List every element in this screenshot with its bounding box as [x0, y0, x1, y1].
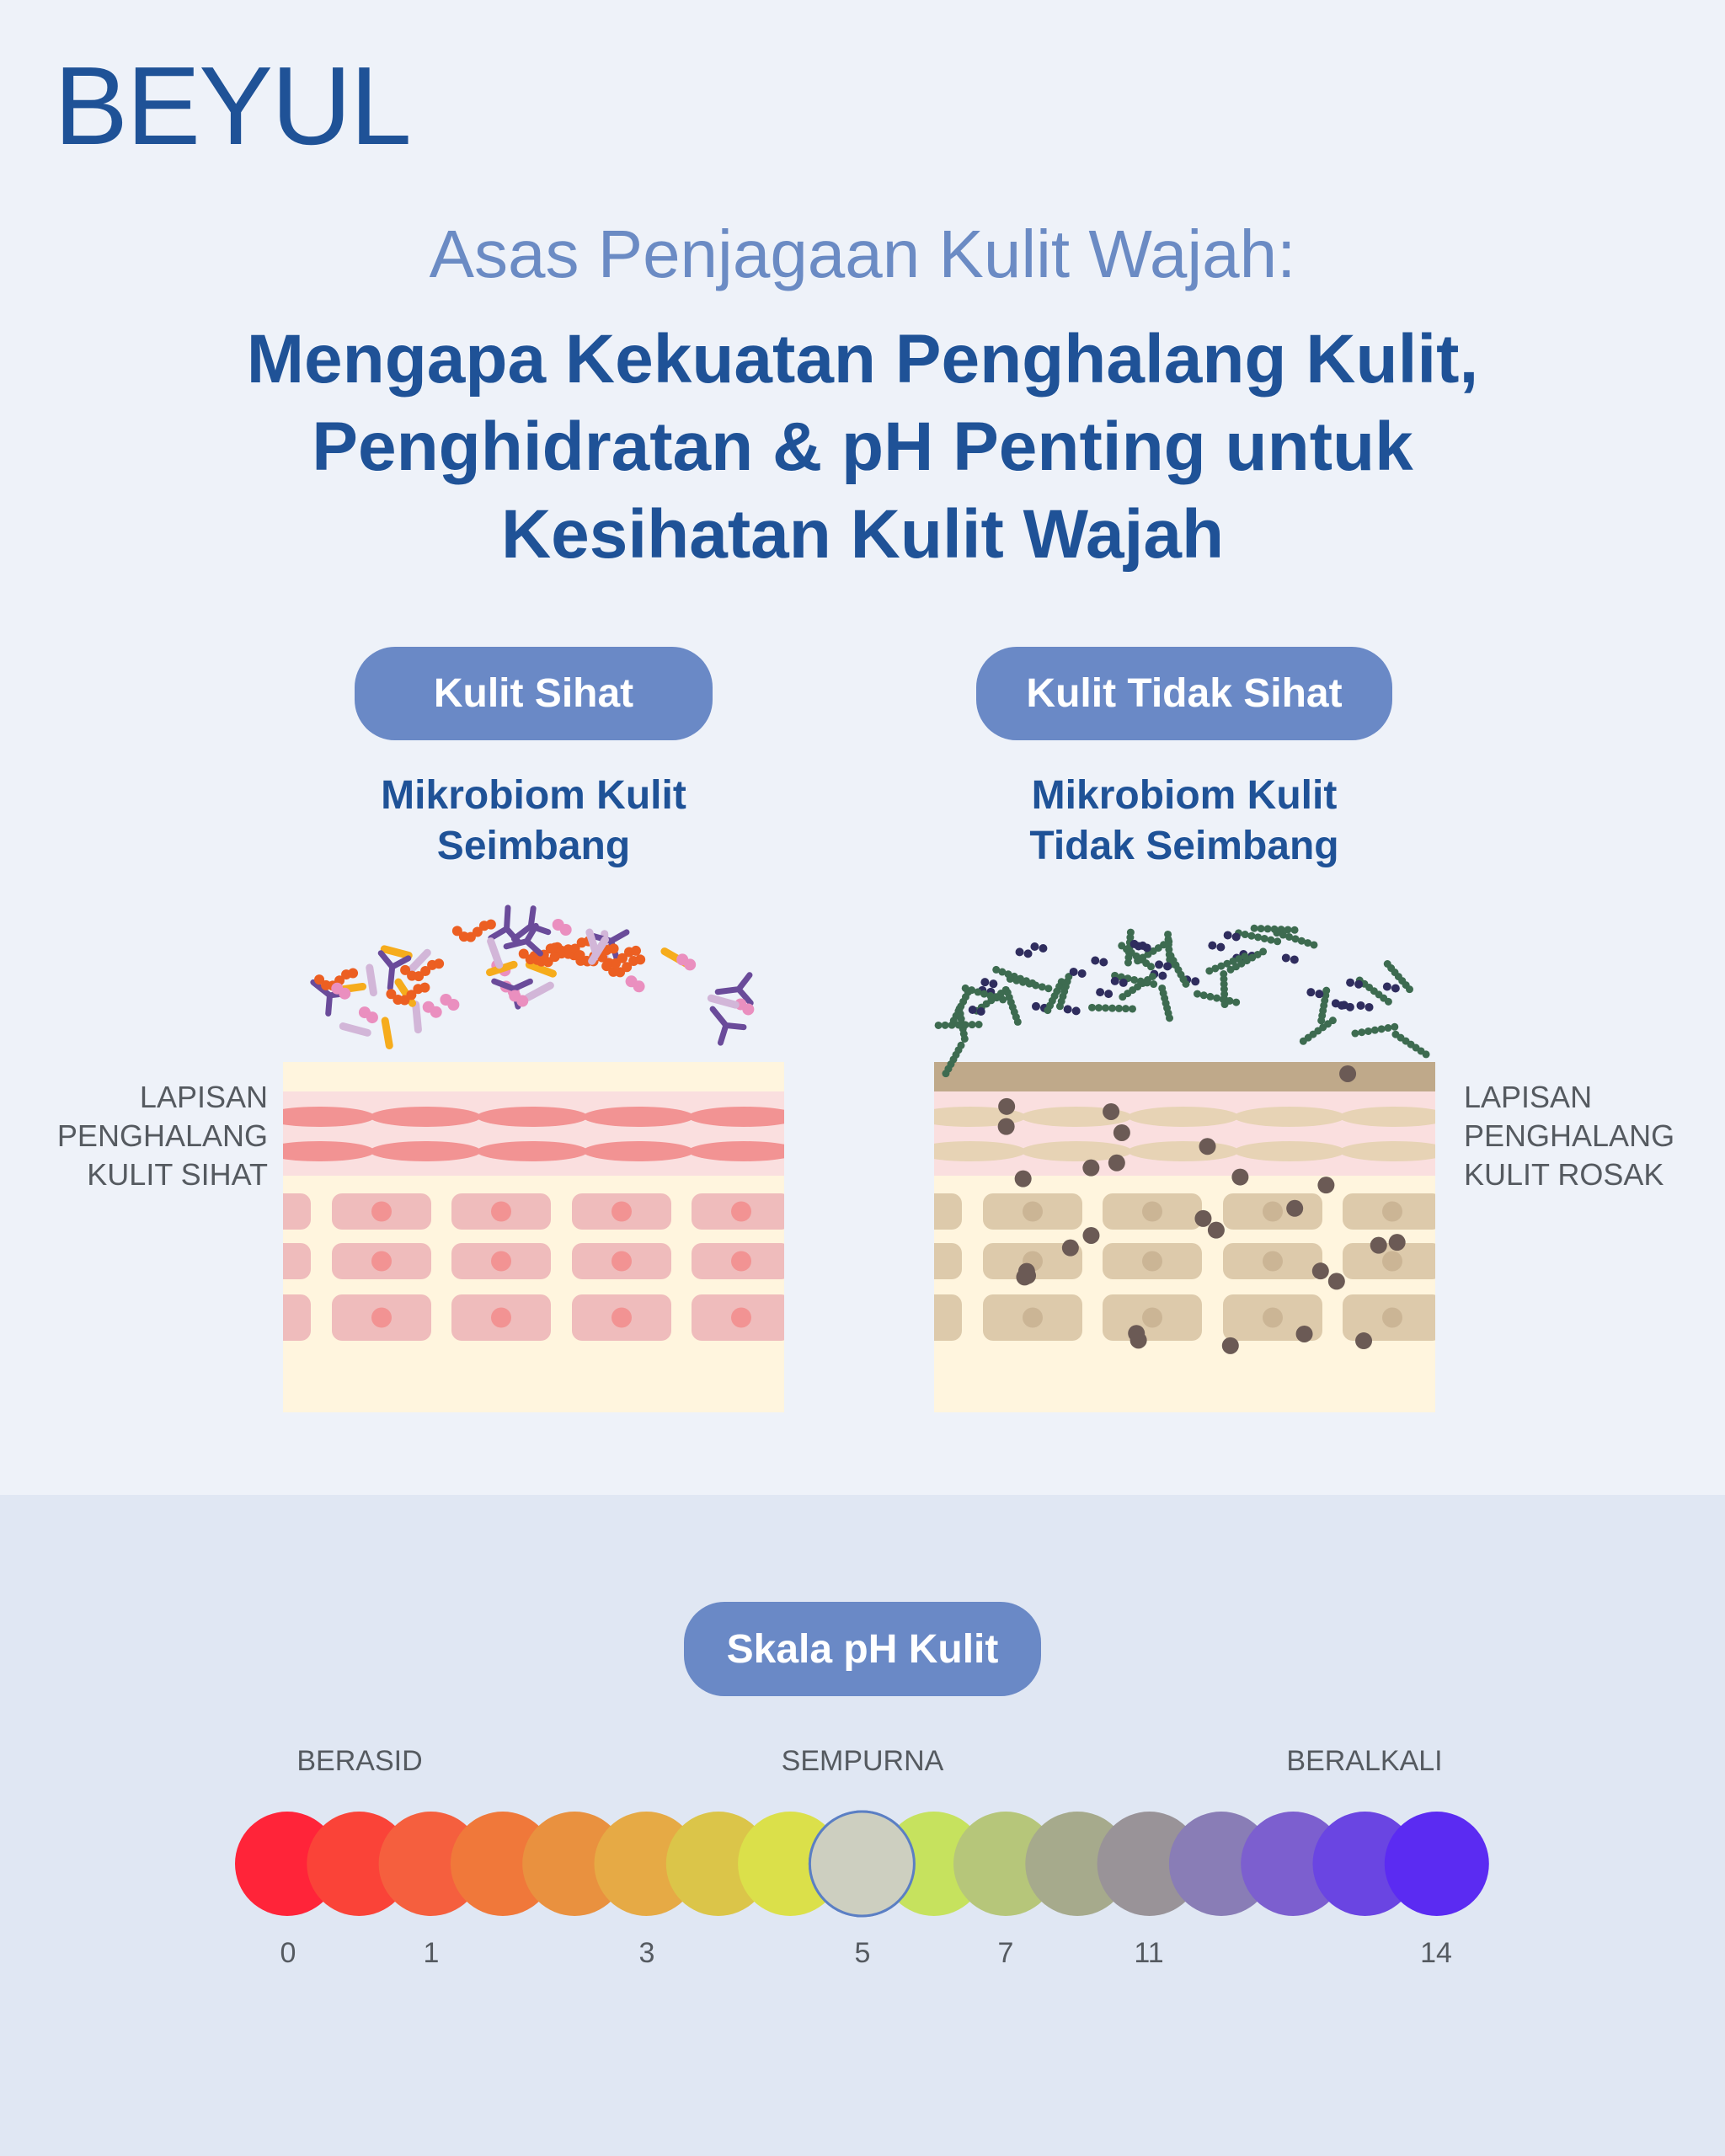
cell-nucleus — [251, 1202, 271, 1222]
chain-bacteria — [1310, 941, 1317, 948]
chain-bacteria — [1200, 991, 1208, 999]
chain-bacteria — [1143, 979, 1151, 986]
diplococcus — [1016, 947, 1024, 956]
skin-cell — [211, 1294, 311, 1341]
skin-cell — [862, 1294, 962, 1341]
ph-circle-selected — [809, 1812, 914, 1916]
diplococcus — [1224, 931, 1232, 939]
coccus-bacteria — [430, 1006, 442, 1018]
diplococcus — [1315, 990, 1323, 998]
lipid-cell — [264, 1107, 375, 1127]
lipid-cell — [1339, 1107, 1450, 1127]
label-line: LAPISAN — [139, 1080, 268, 1114]
cell-nucleus — [1263, 1308, 1283, 1328]
diplococcus — [1383, 983, 1391, 991]
cell-nucleus — [611, 1308, 632, 1328]
chain-bacteria — [1291, 926, 1299, 934]
irritant-particle — [1222, 1337, 1239, 1354]
cell-nucleus — [1382, 1251, 1402, 1272]
diplococcus — [969, 1006, 977, 1014]
label-line: KULIT ROSAK — [1464, 1157, 1664, 1192]
chain-bacteria — [1385, 998, 1392, 1006]
cell-nucleus — [902, 1251, 922, 1272]
rod-bacteria — [416, 1005, 419, 1030]
rod-bacteria — [343, 1027, 367, 1033]
chain-bacteria — [1227, 966, 1235, 974]
chain-bacteria — [348, 968, 358, 978]
chain-bacteria — [1056, 1002, 1064, 1010]
diplococcus — [1290, 955, 1299, 963]
label-line: LAPISAN — [1464, 1080, 1593, 1114]
irritant-particle — [1328, 1273, 1345, 1289]
chain-bacteria — [1019, 979, 1027, 986]
coccus-bacteria — [339, 988, 350, 1000]
lipid-cell — [370, 1107, 481, 1127]
coccus-bacteria — [560, 924, 572, 936]
irritant-particle — [1015, 1171, 1032, 1187]
chain-bacteria — [1095, 1004, 1103, 1011]
ph-circle — [1385, 1812, 1489, 1916]
ph-number: 0 — [280, 1937, 296, 1969]
coccus-bacteria — [447, 999, 459, 1011]
title-line: Mengapa Kekuatan Penghalang Kulit, — [246, 321, 1479, 398]
chain-bacteria — [1130, 976, 1138, 984]
chain-bacteria — [1267, 937, 1274, 944]
chain-bacteria — [635, 954, 645, 964]
top-layer — [934, 1062, 1435, 1091]
chain-bacteria — [1274, 937, 1281, 945]
diplococcus — [1030, 942, 1039, 951]
cell-nucleus — [491, 1251, 511, 1272]
title-line: Penghidratan & pH Penting untuk — [312, 408, 1413, 485]
cell-nucleus — [491, 1202, 511, 1222]
lipid-cell — [688, 1107, 799, 1127]
cell-nucleus — [1023, 1308, 1043, 1328]
lipid-cell — [264, 1141, 375, 1161]
chain-bacteria — [1150, 980, 1157, 988]
lipid-cell — [370, 1141, 481, 1161]
diplococcus — [1119, 979, 1128, 987]
diplococcus — [1158, 972, 1167, 980]
chain-bacteria — [631, 946, 641, 956]
skin-cell — [211, 1193, 311, 1230]
cell-nucleus — [902, 1202, 922, 1222]
ph-number: 5 — [854, 1937, 871, 1969]
lipid-cell — [1234, 1141, 1345, 1161]
irritant-particle — [1389, 1234, 1406, 1251]
chain-bacteria — [1220, 995, 1227, 1003]
skin-cell — [862, 1193, 962, 1230]
rod-bacteria — [711, 998, 735, 1005]
irritant-particle — [1018, 1263, 1035, 1280]
irritant-particle — [998, 1098, 1015, 1115]
lipid-cell — [688, 1141, 799, 1161]
diplococcus — [977, 1007, 985, 1016]
chain-bacteria — [1264, 925, 1272, 932]
label-line: Tidak Seimbang — [1029, 824, 1339, 868]
chain-bacteria — [1194, 990, 1201, 998]
cell-nucleus — [731, 1308, 751, 1328]
lipid-cell — [477, 1107, 588, 1127]
diplococcus — [1130, 940, 1139, 948]
irritant-particle — [1208, 1222, 1225, 1239]
acidic-label: BERASID — [296, 1745, 423, 1777]
diplococcus — [1357, 1001, 1365, 1010]
chain-bacteria — [1122, 1005, 1130, 1012]
ph-number: 14 — [1420, 1937, 1452, 1969]
cell-nucleus — [1382, 1308, 1402, 1328]
irritant-particle — [1296, 1326, 1313, 1342]
irritant-particle — [1114, 1124, 1130, 1141]
diplococcus — [1391, 985, 1400, 993]
irritant-particle — [1194, 1210, 1211, 1227]
diplococcus — [1340, 1001, 1348, 1009]
chain-bacteria — [1012, 977, 1020, 985]
coccus-bacteria — [633, 980, 645, 992]
chain-bacteria — [1384, 1024, 1391, 1032]
rod-bacteria — [491, 942, 499, 965]
diplococcus — [1139, 942, 1147, 950]
diplococcus — [1354, 980, 1363, 989]
chain-bacteria — [1391, 1023, 1398, 1031]
chain-bacteria — [1124, 959, 1132, 967]
diplococcus — [1332, 999, 1340, 1007]
diplococcus — [1064, 1005, 1072, 1013]
diplococcus — [1096, 988, 1104, 996]
lipid-cell — [1234, 1107, 1345, 1127]
diplococcus — [1099, 958, 1108, 966]
lipid-cell — [583, 1107, 694, 1127]
chain-bacteria — [1115, 1005, 1123, 1012]
diplococcus — [1039, 944, 1047, 953]
chain-bacteria — [1358, 1028, 1365, 1036]
chain-bacteria — [1242, 931, 1249, 938]
chain-bacteria — [1147, 963, 1155, 970]
chain-bacteria — [948, 1022, 956, 1029]
diplococcus — [1155, 960, 1163, 969]
barrier-band — [283, 1091, 784, 1176]
chain-bacteria — [1300, 1038, 1307, 1045]
lipid-cell — [915, 1141, 1026, 1161]
label-line: PENGHALANG — [56, 1118, 268, 1153]
healthy-skin-pill: Kulit Sihat — [355, 647, 713, 740]
chain-bacteria — [1137, 978, 1145, 985]
cell-nucleus — [491, 1308, 511, 1328]
subtitle: Asas Penjagaan Kulit Wajah: — [429, 216, 1296, 291]
chain-bacteria — [1014, 1018, 1022, 1026]
irritant-particle — [1286, 1200, 1303, 1217]
irritant-particle — [1317, 1177, 1334, 1193]
diplococcus — [1365, 1003, 1374, 1011]
cell-nucleus — [1263, 1251, 1283, 1272]
cell-nucleus — [371, 1251, 392, 1272]
perfect-label: SEMPURNA — [781, 1745, 944, 1777]
cell-nucleus — [1382, 1202, 1402, 1222]
cell-nucleus — [731, 1251, 751, 1272]
label-line: Seimbang — [436, 824, 631, 868]
rod-bacteria — [384, 949, 409, 956]
cell-nucleus — [371, 1202, 392, 1222]
skin-cell — [862, 1243, 962, 1279]
cell-nucleus — [251, 1251, 271, 1272]
irritant-particle — [1082, 1227, 1099, 1244]
irritant-particle — [1355, 1332, 1372, 1349]
chain-bacteria — [1226, 997, 1233, 1005]
diplococcus — [1282, 953, 1290, 962]
brand-logo: BEYUL — [54, 44, 410, 168]
diplococcus — [1091, 956, 1099, 964]
irritant-particle — [1312, 1262, 1329, 1279]
skin-layers — [211, 1062, 799, 1412]
lipid-cell — [1339, 1141, 1450, 1161]
diplococcus — [1191, 977, 1199, 985]
irritant-particle — [1231, 1169, 1248, 1186]
diplococcus — [1208, 942, 1216, 950]
diplococcus — [1070, 968, 1078, 976]
chain-bacteria — [955, 1021, 963, 1028]
chain-bacteria — [1351, 1030, 1359, 1038]
cell-nucleus — [611, 1251, 632, 1272]
chain-bacteria — [1213, 995, 1220, 1002]
cell-nucleus — [1142, 1251, 1162, 1272]
chain-bacteria — [609, 943, 619, 953]
irritant-particle — [1370, 1237, 1387, 1254]
chain-bacteria — [1206, 993, 1214, 1001]
chain-bacteria — [1007, 975, 1014, 983]
irritant-particle — [1199, 1138, 1216, 1155]
diplococcus — [1216, 943, 1225, 952]
cell-nucleus — [371, 1308, 392, 1328]
diplococcus — [1306, 988, 1315, 996]
diplococcus — [989, 979, 997, 988]
chain-bacteria — [1102, 1004, 1109, 1011]
chain-bacteria — [419, 983, 430, 993]
chain-bacteria — [1406, 985, 1413, 993]
skin-cell — [211, 1243, 311, 1279]
diplococcus — [1163, 962, 1172, 970]
irritant-particle — [1108, 1155, 1125, 1171]
coccus-bacteria — [516, 995, 528, 1007]
chain-bacteria — [1182, 980, 1189, 988]
chain-bacteria — [1423, 1050, 1430, 1058]
chain-bacteria — [1088, 1004, 1096, 1011]
chain-bacteria — [1371, 1027, 1379, 1034]
chain-bacteria — [1378, 1025, 1386, 1033]
lipid-cell — [583, 1141, 694, 1161]
diplococcus — [1078, 969, 1087, 978]
chain-bacteria — [1044, 985, 1052, 992]
chain-bacteria — [1026, 980, 1033, 988]
chain-bacteria — [969, 1021, 976, 1028]
label-line: Mikrobiom Kulit — [1031, 773, 1338, 818]
coccus-bacteria — [366, 1011, 378, 1023]
chain-bacteria — [1365, 1027, 1372, 1035]
chain-bacteria — [942, 1022, 949, 1029]
chain-bacteria — [1261, 935, 1268, 942]
irritant-particle — [1339, 1065, 1356, 1082]
label-line: KULIT SIHAT — [87, 1157, 268, 1192]
cell-nucleus — [1023, 1202, 1043, 1222]
chain-bacteria — [1254, 933, 1262, 941]
irritant-particle — [1128, 1325, 1145, 1342]
chain-bacteria — [1119, 993, 1126, 1001]
cell-nucleus — [731, 1202, 751, 1222]
chain-bacteria — [434, 958, 444, 969]
unhealthy-skin-pill: Kulit Tidak Sihat — [976, 647, 1392, 740]
diplococcus — [1024, 949, 1033, 958]
coccus-bacteria — [742, 1003, 754, 1015]
diplococcus — [1346, 979, 1354, 987]
diplococcus — [1232, 932, 1241, 941]
cell-nucleus — [1142, 1308, 1162, 1328]
chain-bacteria — [563, 944, 574, 954]
alkaline-label: BERALKALI — [1286, 1745, 1443, 1777]
chain-bacteria — [961, 1035, 969, 1043]
diplococcus — [1072, 1006, 1081, 1015]
irritant-particle — [1103, 1103, 1119, 1120]
cell-nucleus — [611, 1202, 632, 1222]
cell-nucleus — [1263, 1202, 1283, 1222]
irritant-particle — [1062, 1240, 1079, 1257]
rod-bacteria — [370, 968, 374, 993]
skin-layers — [862, 1062, 1450, 1412]
rod-bacteria — [528, 985, 550, 997]
coccus-bacteria — [684, 958, 696, 970]
chain-bacteria — [1251, 925, 1258, 932]
irritant-particle — [998, 1118, 1015, 1135]
chain-bacteria — [942, 1070, 949, 1077]
damaged-skin-diagram — [862, 925, 1450, 1412]
chain-bacteria — [1039, 983, 1046, 990]
chain-bacteria — [1129, 1005, 1136, 1012]
chain-bacteria — [1032, 981, 1039, 989]
lipid-cell — [1128, 1141, 1239, 1161]
top-layer — [283, 1062, 784, 1091]
label-line: Mikrobiom Kulit — [381, 773, 686, 818]
label-line: PENGHALANG — [1464, 1118, 1675, 1153]
ph-scale-pill: Skala pH Kulit — [684, 1602, 1041, 1696]
chain-bacteria — [1205, 967, 1213, 974]
cell-nucleus — [251, 1308, 271, 1328]
chain-bacteria — [1247, 932, 1255, 940]
chain-bacteria — [486, 920, 496, 930]
chain-bacteria — [1108, 1005, 1116, 1012]
rod-bacteria — [385, 1021, 389, 1046]
chain-bacteria — [962, 1021, 969, 1028]
irritant-particle — [1082, 1160, 1099, 1177]
diplococcus — [1104, 990, 1113, 998]
chain-bacteria — [1166, 1014, 1173, 1022]
chain-bacteria — [935, 1022, 943, 1029]
ph-number: 11 — [1134, 1937, 1164, 1969]
chain-bacteria — [1317, 1017, 1325, 1024]
diplococcus — [1111, 977, 1119, 985]
cell-nucleus — [1142, 1202, 1162, 1222]
cell-nucleus — [902, 1308, 922, 1328]
chain-bacteria — [1044, 1006, 1051, 1014]
ph-number: 7 — [997, 1937, 1014, 1969]
ph-number: 1 — [423, 1937, 440, 1969]
healthy-skin-diagram — [211, 907, 799, 1412]
chain-bacteria — [975, 1021, 983, 1028]
diplococcus — [1032, 1002, 1040, 1011]
chain-bacteria — [1232, 999, 1240, 1006]
ph-number: 3 — [638, 1937, 655, 1969]
lipid-cell — [477, 1141, 588, 1161]
lipid-cell — [1128, 1107, 1239, 1127]
diplococcus — [980, 978, 989, 986]
chain-bacteria — [1258, 925, 1265, 932]
title-line: Kesihatan Kulit Wajah — [500, 496, 1225, 573]
